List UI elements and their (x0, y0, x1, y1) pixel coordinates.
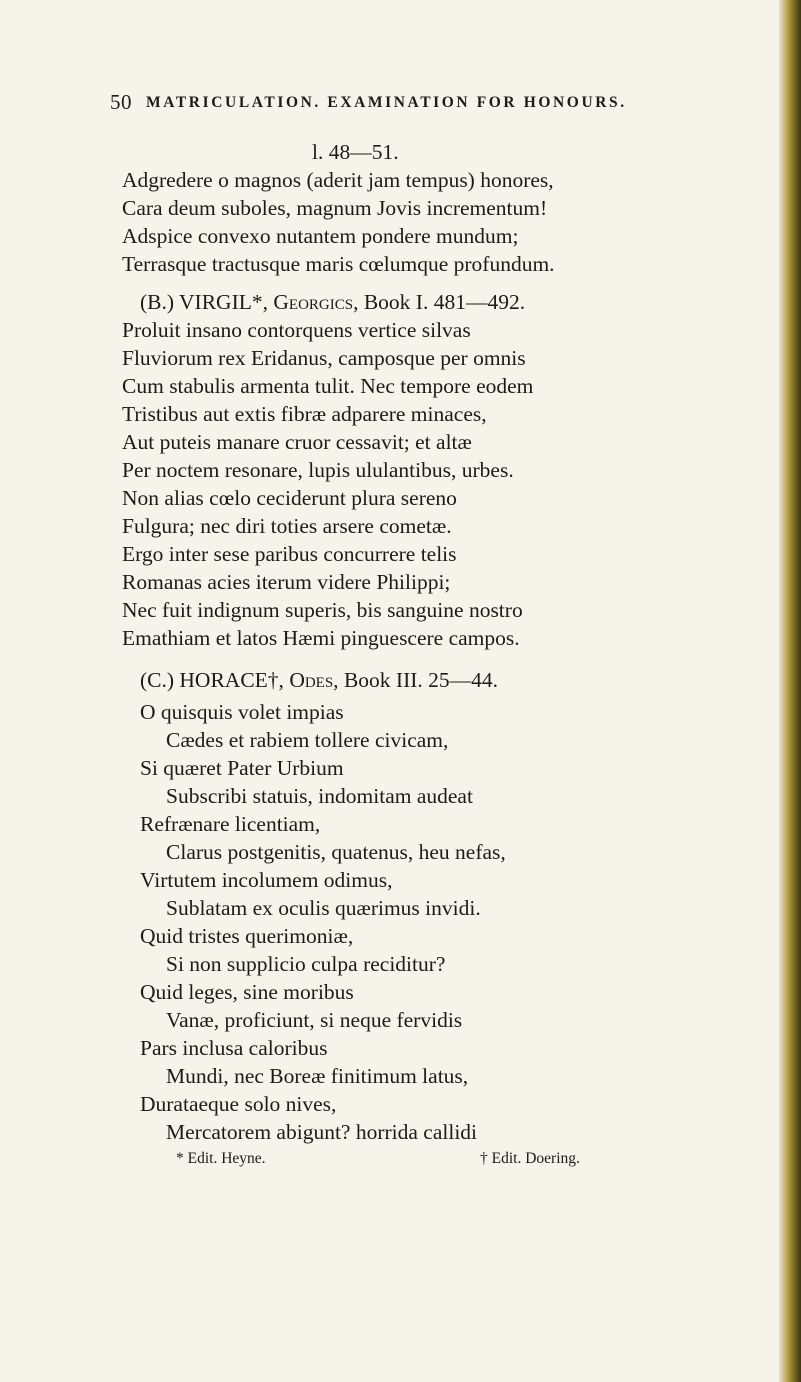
verse-line: Proluit insano contorquens vertice silvas (122, 318, 471, 342)
verse-line: Vanæ, proficiunt, si neque fervidis (166, 1008, 463, 1032)
verse-line: Adspice convexo nutantem pondere mundum; (122, 224, 519, 248)
verse-line: Durataeque solo nives, (140, 1092, 337, 1116)
verse-line: Cædes et rabiem tollere civicam, (166, 728, 449, 752)
running-head: MATRICULATION. EXAMINATION FOR HONOURS. (146, 94, 627, 111)
verse-line: Si non supplicio culpa reciditur? (166, 952, 446, 976)
verse-line: Tristibus aut extis fibræ adparere minaces, (122, 402, 487, 426)
verse-line: Sublatam ex oculis quærimus invidi. (166, 896, 481, 920)
verse-line: Cum stabulis armenta tulit. Nec tempore eodem (122, 374, 534, 398)
verse-line: Adgredere o magnos (aderit jam tempus) honores, (122, 168, 554, 192)
verse-line: Clarus postgenitis, quatenus, heu nefas, (166, 840, 506, 864)
footnote-heyne: * Edit. Heyne. (176, 1150, 266, 1167)
verse-line: Per noctem resonare, lupis ululantibus, urbes. (122, 458, 514, 482)
verse-line: O quisquis volet impias (140, 700, 344, 724)
passage-c-ref: Book III. 25—44. (343, 668, 499, 692)
verse-line: Subscribi statuis, indomitam audeat (166, 784, 473, 808)
passage-b-label: (B.) VIRGIL*, (140, 290, 268, 314)
passage-c-label: (C.) HORACE†, (140, 668, 284, 692)
verse-line: Fluviorum rex Eridanus, camposque per omnis (122, 346, 526, 370)
verse-line: Quid leges, sine moribus (140, 980, 354, 1004)
passage-c-work: Odes, (289, 668, 339, 692)
verse-line: Aut puteis manare cruor cessavit; et altæ (122, 430, 472, 454)
passage-a-ref: l. 48—51. (312, 140, 399, 164)
verse-line: Terrasque tractusque maris cœlumque profundum. (122, 252, 555, 276)
passage-c-heading (140, 668, 498, 692)
verse-line: Si quæret Pater Urbium (140, 756, 344, 780)
passage-b-heading (140, 290, 525, 314)
footnote-doering: † Edit. Doering. (480, 1150, 580, 1167)
verse-line: Emathiam et latos Hæmi pinguescere campos. (122, 626, 520, 650)
verse-line: Pars inclusa caloribus (140, 1036, 328, 1060)
verse-line: Romanas acies iterum videre Philippi; (122, 570, 451, 594)
verse-line: Mundi, nec Boreæ finitimum latus, (166, 1064, 469, 1088)
verse-line: Cara deum suboles, magnum Jovis incrementum! (122, 196, 548, 220)
verse-line: Ergo inter sese paribus concurrere telis (122, 542, 457, 566)
page-number: 50 (110, 90, 132, 114)
verse-line: Virtutem incolumem odimus, (140, 868, 393, 892)
verse-line: Nec fuit indignum superis, bis sanguine nostro (122, 598, 523, 622)
passage-b-ref: Book I. 481—492. (363, 290, 526, 314)
verse-line: Mercatorem abigunt? horrida callidi (166, 1120, 478, 1144)
passage-b-work: Georgics, (273, 290, 359, 314)
verse-line: Non alias cœlo ceciderunt plura sereno (122, 486, 457, 510)
verse-line: Quid tristes querimoniæ, (140, 924, 354, 948)
verse-line: Refrænare licentiam, (140, 812, 321, 836)
verse-line: Fulgura; nec diri toties arsere cometæ. (122, 514, 452, 538)
book-spine-edge (779, 0, 801, 1382)
